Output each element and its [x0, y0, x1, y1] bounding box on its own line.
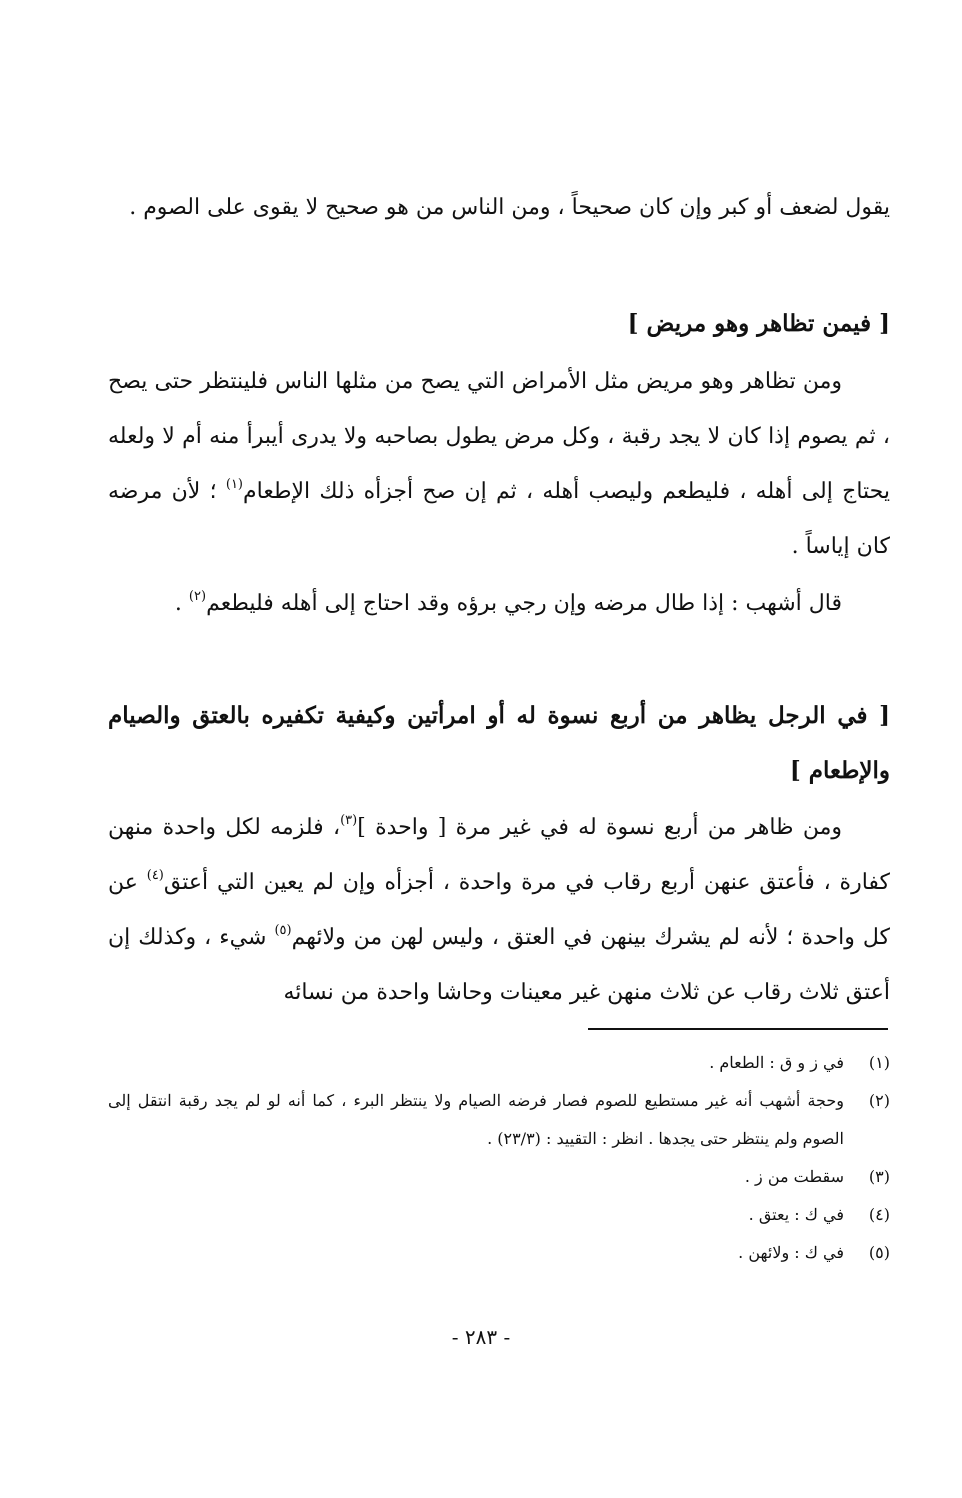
- footnote-4: [108, 1196, 890, 1234]
- footnotes: [108, 1044, 890, 1272]
- section-heading-four-wives: [108, 688, 890, 798]
- footnote-number: (٥): [868, 1243, 890, 1262]
- footnote-ref-2: (٢): [188, 589, 207, 604]
- section-heading-ill-person: [108, 296, 890, 351]
- footnote-divider: [588, 1028, 888, 1030]
- footnote-5: [108, 1234, 890, 1272]
- footnote-text: في ك : يعتق .: [748, 1205, 844, 1224]
- footnote-1: [108, 1044, 890, 1082]
- page-number: - ٢٨٣ -: [451, 1325, 511, 1349]
- paragraph-four-wives-part-a: ومن ظاهر من أربع نسوة له في غير مرة [ واحدة ]: [357, 815, 843, 840]
- heading-ill-person: [ فيمن تظاهر وهو مريض ]: [627, 310, 890, 337]
- paragraph-four-wives-part-c: عن كل واحدة ؛ لأنه لم يشرك بينهن في العتق ، وليس لهن من ولائهم: [108, 870, 890, 950]
- main-text: [108, 180, 890, 235]
- footnote-ref-1: (١): [225, 477, 243, 492]
- paragraph-four-wives-part-b: ، فلزمه لكل واحدة منهن كفارة ، فأعتق عنهن أربع رقاب في مرة واحدة ، أجزأه وإن لم يعين التي أعتق: [108, 815, 890, 895]
- paragraph-continuation: يقول لضعف أو كبر وإن كان صحيحاً ، ومن الناس من هو صحيح لا يقوى على الصوم .: [129, 195, 890, 220]
- footnote-text: وحجة أشهب أنه غير مستطيع للصوم فصار فرضه الصيام ولا ينتظر البرء ، كما أنه لو لم يجد رقبة انتقل إلى الصوم ولم ينتظر حتى يجدها . انظر : التقييد : (٢٣/٣) .: [108, 1091, 844, 1148]
- paragraph-ill-person-tail: ؛ لأن مرضه كان إياساً .: [108, 479, 890, 559]
- paragraph-four-wives: [108, 800, 890, 1020]
- footnote-ref-3: (٣): [340, 813, 358, 828]
- paragraph-ashhab: [108, 576, 890, 631]
- footnote-number: (٣): [868, 1167, 890, 1186]
- footnote-number: (١): [868, 1053, 890, 1072]
- footnote-ref-5: (٥): [274, 923, 292, 938]
- paragraph-ashhab-tail: .: [174, 591, 182, 616]
- footnote-number: (٢): [868, 1091, 890, 1110]
- paragraph-four-wives-block: [108, 800, 890, 1020]
- heading-four-wives: [ في الرجل يظاهر من أربع نسوة له أو امرأتين وكيفية تكفيره بالعتق والصيام والإطعام ]: [108, 702, 890, 784]
- footnote-number: (٤): [868, 1205, 890, 1224]
- footnote-text: في ز و ق : الطعام .: [709, 1053, 844, 1072]
- paragraph-ill-person-text: ومن تظاهر وهو مريض مثل الأمراض التي يصح من مثلها الناس فلينتظر حتى يصح ، ثم يصوم إذا كان لا يجد رقبة ، وكل مرض يطول بصاحبه ولا يدرى أيبرأ منه أم لا ولعله يحتاج إلى أهله ، فليطعم وليصب أهله ، ثم إن صح أجزأه ذلك الإطعام: [108, 369, 890, 504]
- footnote-text: سقطت من ز .: [744, 1167, 844, 1186]
- paragraph-ill-person: [108, 354, 890, 574]
- paragraph-ashhab-text: قال أشهب : إذا طال مرضه وإن رجي برؤه وقد احتاج إلى أهله فليطعم: [206, 591, 842, 616]
- footnote-text: في ك : ولائهن .: [738, 1243, 844, 1262]
- footnote-3: [108, 1158, 890, 1196]
- footnote-ref-4: (٤): [146, 868, 164, 883]
- paragraph-ashhab-block: [108, 576, 890, 631]
- footnote-2: [108, 1082, 890, 1158]
- paragraph-ill-person-block: [108, 354, 890, 574]
- paragraph-four-wives-part-d: شيء ، وكذلك إن أعتق ثلاث رقاب عن ثلاث منهن غير معينات وحاشا واحدة من نسائه: [108, 925, 890, 1005]
